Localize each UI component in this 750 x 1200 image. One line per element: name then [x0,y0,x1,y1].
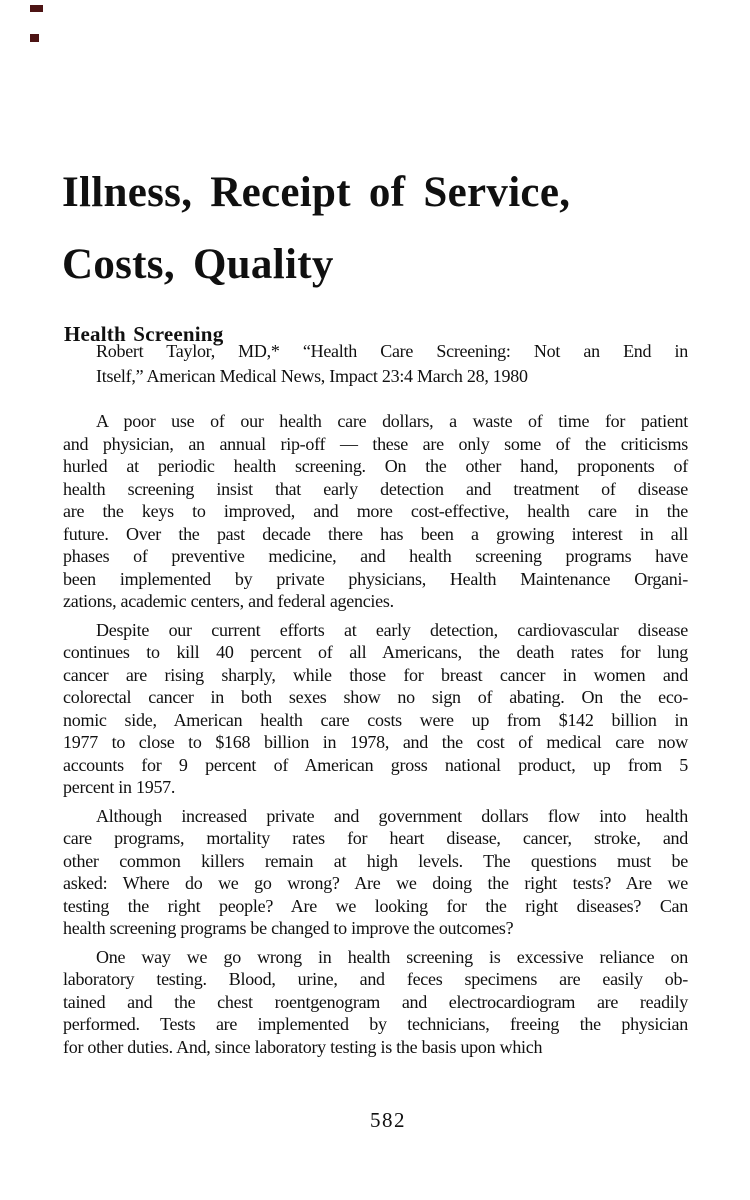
text-line: health screening programs be changed to improve the outcomes? [63,918,514,938]
text-line: future. Over the past decade there has been a growing interest in all [63,523,688,544]
page-title-line: Illness, Receipt of Service, [62,168,571,216]
citation-line: Robert Taylor, MD,* “Health Care Screening: Not an End in [96,341,688,361]
text-line: cancer are rising sharply, while those for breast cancer in women and [63,664,688,685]
text-line: Despite our current efforts at early detection, cardiovascular disease [96,619,688,640]
text-line: been implemented by private physicians, Health Maintenance Organi- [63,568,688,589]
paragraph [63,946,688,1059]
page-title [62,157,570,301]
text-line: zations, academic centers, and federal agencies. [63,591,394,611]
text-line: and physician, an annual rip-off — these are only some of the criticisms [63,433,688,454]
text-line: accounts for 9 percent of American gross national product, up from 5 [63,754,688,775]
scan-artifact-mark [30,34,39,42]
paragraph [63,410,688,613]
citation-line: Itself,” American Medical News, Impact 23:4 March 28, 1980 [96,365,528,386]
text-line: are the keys to improved, and more cost-effective, health care in the [63,501,688,521]
text-line: nomic side, American health care costs were up from $142 billion in [63,709,688,730]
section-heading: Health Screening [64,322,224,347]
page-number: 582 [370,1108,406,1132]
text-line: A poor use of our health care dollars, a waste of time for patient [96,411,688,431]
text-line: for other duties. And, since laboratory testing is the basis upon which [63,1036,543,1057]
text-line: hurled at periodic health screening. On the other hand, proponents of [63,456,688,476]
body-text [63,410,688,1058]
text-line: laboratory testing. Blood, urine, and feces specimens are easily ob- [63,969,688,989]
text-line: 1977 to close to $168 billion in 1978, and the cost of medical care now [63,732,688,752]
paragraph [63,619,688,799]
text-line: health screening insist that early detection and treatment of disease [63,478,688,499]
text-line: asked: Where do we go wrong? Are we doing the right tests? Are we [63,873,688,893]
paragraph [63,805,688,940]
text-line: testing the right people? Are we looking for the right diseases? Can [63,895,688,916]
page-title-line: Costs, Quality [62,240,334,288]
text-line: care programs, mortality rates for heart disease, cancer, stroke, and [63,828,688,848]
text-line: performed. Tests are implemented by technicians, freeing the physician [63,1014,688,1034]
text-line: percent in 1957. [63,777,176,797]
text-line: phases of preventive medicine, and health screening programs have [63,546,688,566]
text-line: other common killers remain at high levels. The questions must be [63,850,688,871]
text-line: continues to kill 40 percent of all Americans, the death rates for lung [63,642,688,662]
citation [63,339,688,388]
scan-artifact-mark [30,5,43,12]
text-line: One way we go wrong in health screening is excessive reliance on [96,946,688,967]
text-line: tained and the chest roentgenogram and electrocardiogram are readily [63,991,688,1012]
text-line: colorectal cancer in both sexes show no sign of abating. On the eco- [63,687,688,707]
text-line: Although increased private and government dollars flow into health [96,805,688,826]
